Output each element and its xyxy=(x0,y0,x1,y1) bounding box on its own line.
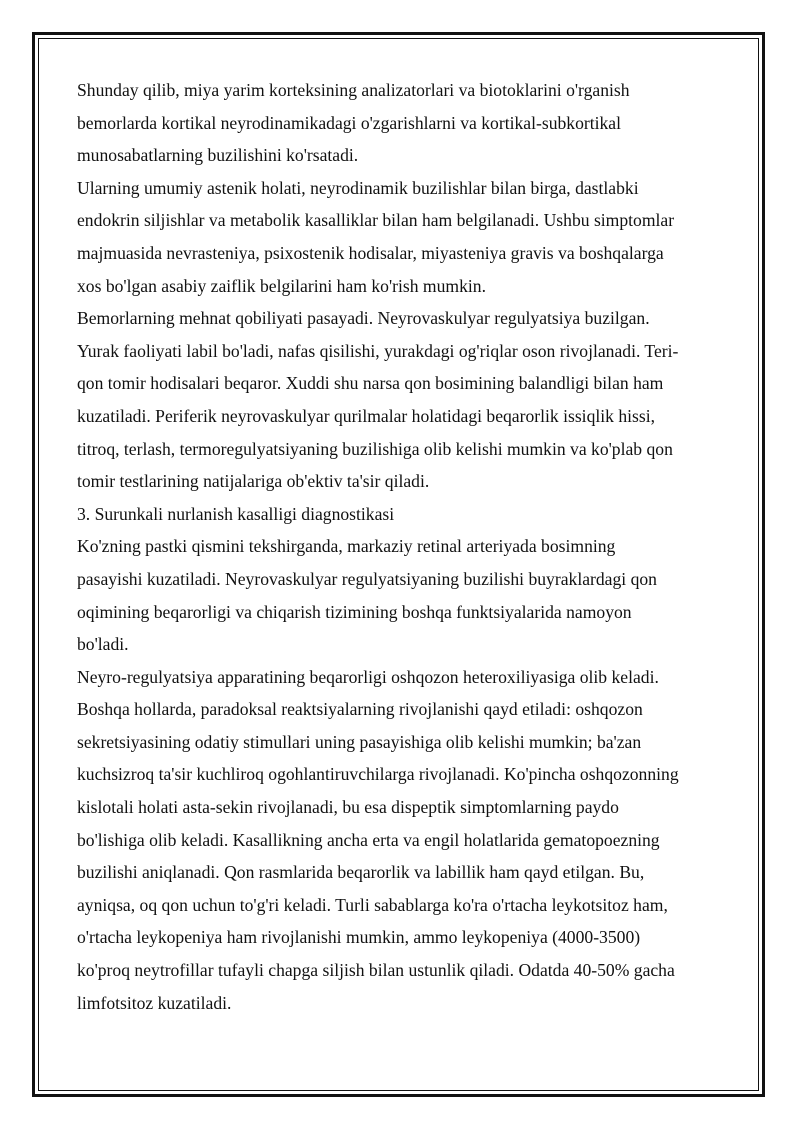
text-line: ayniqsa, oq qon uchun to'g'ri keladi. Turli sabablarga ko'ra o'rtacha leykotsitoz ham, xyxy=(77,894,668,915)
text-line: bemorlarda kortikal neyrodinamikadagi o'zgarishlarni va kortikal-subkortikal xyxy=(77,112,622,133)
document-body xyxy=(77,74,727,1019)
text-line: xos bo'lgan asabiy zaiflik belgilarini ham ko'rish mumkin. xyxy=(77,275,486,296)
text-line: Bemorlarning mehnat qobiliyati pasayadi. Neyrovaskulyar regulyatsiya buzilgan. xyxy=(77,308,650,329)
text-line: tomir testlarining natijalariga ob'ektiv ta'sir qiladi. xyxy=(77,471,430,492)
text-line: Ko'zning pastki qismini tekshirganda, markaziy retinal arteriyada bosimning xyxy=(77,536,616,557)
text-line: kuchsizroq ta'sir kuchliroq ogohlantiruvchilarga rivojlanadi. Ko'pincha oshqozonning xyxy=(77,764,679,785)
text-line: bo'lishiga olib keladi. Kasallikning ancha erta va engil holatlarida gematopoezning xyxy=(77,829,660,850)
text-line: ko'proq neytrofillar tufayli chapga siljish bilan ustunlik qiladi. Odatda 40-50% gacha xyxy=(77,960,675,981)
text-line: buzilishi aniqlanadi. Qon rasmlarida beqarorlik va labillik ham qayd etilgan. Bu, xyxy=(77,862,645,883)
text-line: o'rtacha leykopeniya ham rivojlanishi mumkin, ammo leykopeniya (4000-3500) xyxy=(77,927,641,948)
text-line: Boshqa hollarda, paradoksal reaktsiyalarning rivojlanishi qayd etiladi: oshqozon xyxy=(77,699,643,720)
text-line: bo'ladi. xyxy=(77,634,129,655)
text-line: pasayishi kuzatiladi. Neyrovaskulyar regulyatsiyaning buzilishi buyraklardagi qon xyxy=(77,568,657,589)
text-line: kuzatiladi. Periferik neyrovaskulyar qurilmalar holatidagi beqarorlik issiqlik hissi, xyxy=(77,405,656,426)
text-line: kislotali holati asta-sekin rivojlanadi, bu esa dispeptik simptomlarning paydo xyxy=(77,797,619,818)
section-heading: 3. Surunkali nurlanish kasalligi diagnostikasi xyxy=(77,503,395,524)
text-line: limfotsitoz kuzatiladi. xyxy=(77,992,232,1013)
text-line: munosabatlarning buzilishini ko'rsatadi. xyxy=(77,145,359,166)
text-line: sekretsiyasining odatiy stimullari uning pasayishiga olib kelishi mumkin; ba'zan xyxy=(77,731,642,752)
text-line: Shunday qilib, miya yarim korteksining analizatorlari va biotoklarini o'rganish xyxy=(77,80,630,100)
text-line: endokrin siljishlar va metabolik kasalliklar bilan ham belgilanadi. Ushbu simptomlar xyxy=(77,210,675,231)
text-line: Neyro-regulyatsiya apparatining beqarorligi oshqozon heteroxiliyasiga olib keladi. xyxy=(77,666,659,687)
text-line: oqimining beqarorligi va chiqarish tizimining boshqa funktsiyalarida namoyon xyxy=(77,601,632,622)
text-line: Ularning umumiy astenik holati, neyrodinamik buzilishlar bilan birga, dastlabki xyxy=(77,177,639,198)
text-line: titroq, terlash, termoregulyatsiyaning buzilishiga olib kelishi mumkin va ko'plab qon xyxy=(77,438,673,459)
text-line: Yurak faoliyati labil bo'ladi, nafas qisilishi, yurakdagi og'riqlar oson rivojlanadi. Teri- xyxy=(77,340,679,361)
text-line: majmuasida nevrasteniya, psixostenik hodisalar, miyasteniya gravis va boshqalarga xyxy=(77,242,664,263)
text-line: qon tomir hodisalari beqaror. Xuddi shu narsa qon bosimining balandligi bilan ham xyxy=(77,373,664,394)
